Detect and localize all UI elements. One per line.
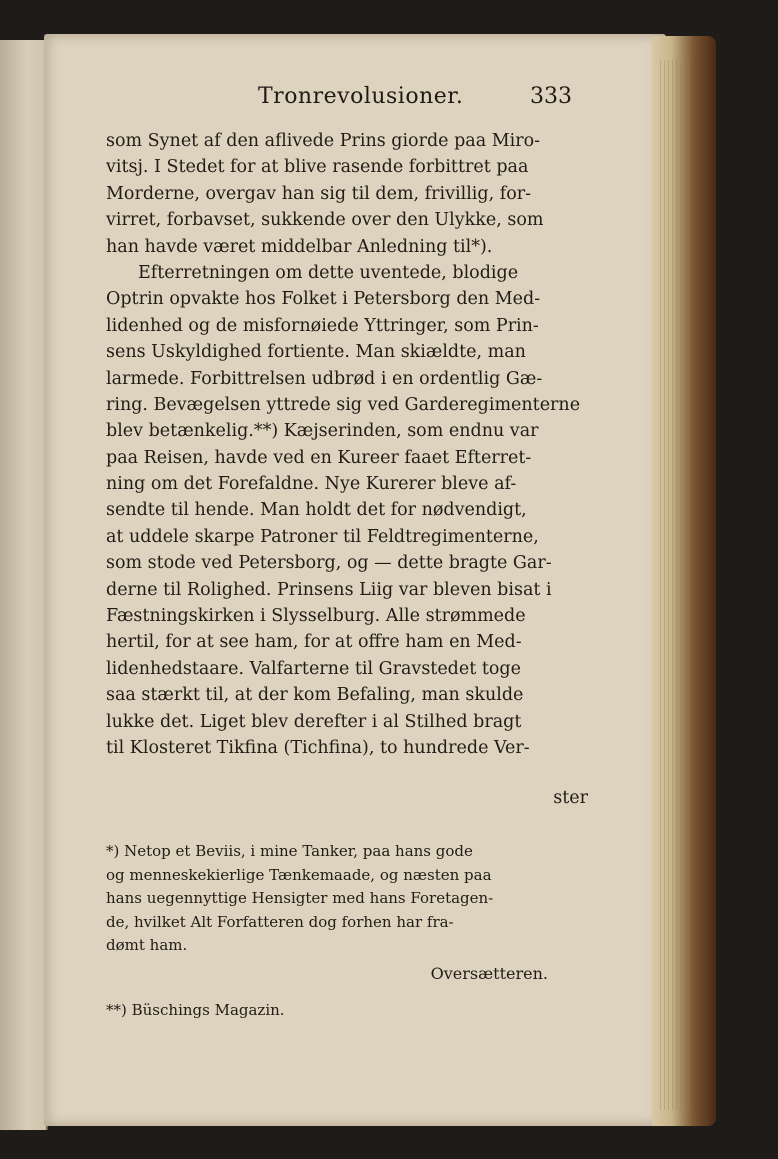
body-line: larmede. Forbittrelsen udbrød i en ordentlig Gæ- bbox=[106, 368, 543, 389]
body-text bbox=[106, 128, 588, 761]
body-line: som Synet af den aflivede Prins giorde paa Miro- bbox=[106, 131, 541, 151]
left-page-edge bbox=[0, 40, 48, 1130]
body-line: sendte til hende. Man holdt det for nødvendigt, bbox=[106, 500, 527, 521]
body-line: lukke det. Liget blev derefter i al Stilhed bragt bbox=[106, 711, 522, 732]
body-line: derne til Rolighed. Prinsens Liig var bleven bisat i bbox=[106, 579, 552, 600]
page-number: 333 bbox=[530, 84, 572, 109]
footnotes bbox=[106, 840, 588, 1023]
body-line: lidenhed og de misfornøiede Yttringer, som Prin- bbox=[106, 315, 539, 336]
footnote-line: *) Netop et Beviis, i mine Tanker, paa hans gode bbox=[106, 842, 473, 860]
body-line: Optrin opvakte hos Folket i Petersborg den Med- bbox=[106, 289, 541, 310]
footnote-line: og menneskekierlige Tænkemaade, og næsten paa bbox=[106, 865, 492, 884]
body-line: Efterretningen om dette uventede, blodige bbox=[138, 262, 519, 283]
body-line: vitsj. I Stedet for at blive rasende forbittret paa bbox=[106, 157, 529, 178]
body-line: sens Uskyldighed fortiente. Man skiældte, man bbox=[106, 342, 526, 363]
page-edge-lines bbox=[660, 60, 690, 1110]
body-line: blev betænkelig.**) Kæjserinden, som endnu var bbox=[106, 421, 539, 442]
body-line: virret, forbavset, sukkende over den Ulykke, som bbox=[106, 210, 544, 231]
footnote-line: dømt ham. bbox=[106, 936, 188, 954]
footnote-line: de, hvilket Alt Forfatteren dog forhen har fra- bbox=[106, 912, 454, 931]
body-line: at uddele skarpe Patroner til Feldtregimenterne, bbox=[106, 526, 539, 547]
body-line: saa stærkt til, at der kom Befaling, man skulde bbox=[106, 685, 524, 706]
body-line: hertil, for at see ham, for at offre ham en Med- bbox=[106, 632, 522, 653]
footnote-signature: Oversætteren. bbox=[430, 963, 548, 983]
body-line: som stode ved Petersborg, og — dette bragte Gar- bbox=[106, 553, 552, 574]
body-line: ring. Bevægelsen yttrede sig ved Garderegimenterne bbox=[106, 394, 581, 415]
body-line: Fæstningskirken i Slysselburg. Alle strømmede bbox=[106, 606, 526, 627]
body-line: paa Reisen, havde ved en Kureer faaet Efterret- bbox=[106, 447, 532, 468]
page-header bbox=[100, 84, 580, 120]
running-title: Tronrevolusioner. bbox=[258, 84, 464, 109]
body-line: han havde været middelbar Anledning til*). bbox=[106, 236, 493, 257]
footnote-2: **) Büschings Magazin. bbox=[106, 1001, 285, 1019]
body-line: Morderne, overgav han sig til dem, frivillig, for- bbox=[106, 183, 532, 204]
body-line: lidenhedstaare. Valfarterne til Gravstedet toge bbox=[106, 658, 521, 679]
catchword: ster bbox=[553, 788, 588, 808]
body-line: til Klosteret Tikfina (Tichfina), to hundrede Ver- bbox=[106, 737, 530, 758]
footnote-line: hans uegennyttige Hensigter med hans Foretagen- bbox=[106, 889, 494, 907]
body-line: ning om det Forefaldne. Nye Kurerer bleve af- bbox=[106, 474, 517, 495]
